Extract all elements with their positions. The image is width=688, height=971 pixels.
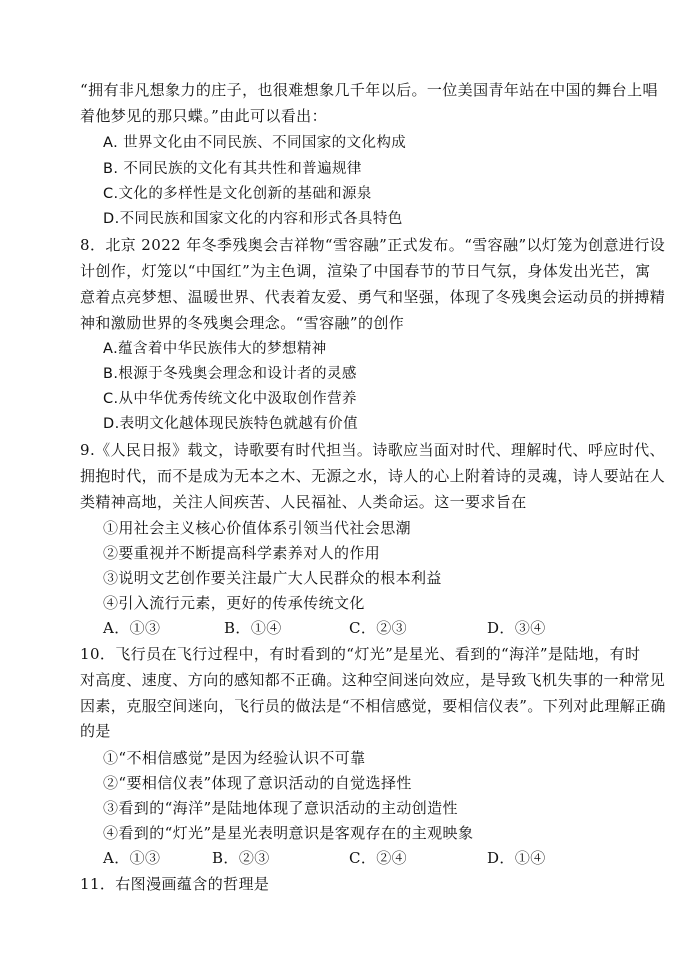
q9-statement-1: ①用社会主义核心价值体系引领当代社会思潮 [103,519,412,537]
q7-stem-line-2: 着他梦见的那只蝶。”由此可以看出： [80,107,327,125]
q7-option-c: C.文化的多样性是文化创新的基础和源泉 [103,186,372,202]
q10-choice-b: B．②③ [212,849,270,867]
q7-option-d: D.不同民族和国家文化的内容和形式各具特色 [103,211,403,227]
q9-stem-line-1: 9.《人民日报》载文，诗歌要有时代担当。诗歌应当面对时代、理解时代、呼应时代、 [80,441,665,459]
q10-statement-1: ①“不相信感觉”是因为经验认识不可靠 [103,749,366,767]
q9-choice-c: C．②③ [349,619,408,637]
q8-option-d: D.表明文化越体现民族特色就越有价值 [103,416,358,432]
q10-choice-d: D．①④ [487,849,546,867]
q7-stem-line-1: “拥有非凡想象力的庄子，也很难想象几千年以后。一位美国青年站在中国的舞台上唱 [80,81,658,99]
q10-stem-line-3: 因素，克服空间迷向，飞行员的做法是“不相信感觉，要相信仪表”。下列对此理解正确 [80,697,666,715]
q10-stem-line-4: 的是 [80,722,111,740]
q9-statement-2: ②要重视并不断提高科学素养对人的作用 [103,544,381,562]
q8-stem-line-1: 8．北京 2022 年冬季残奥会吉祥物“雪容融”正式发布。“雪容融”以灯笼为创意进行设 [80,236,666,254]
q10-stem-line-2: 对高度、速度、方向的感知都不正确。这种空间迷向效应，是导致飞机失事的一种常见 [80,671,666,689]
q10-choice-a: A．①③ [103,849,161,867]
q8-option-a: A.蕴含着中华民族伟大的梦想精神 [103,341,327,357]
q8-stem-line-4: 神和激励世界的冬残奥会理念。“雪容融”的创作 [80,314,405,332]
q7-option-b: B. 不同民族的文化有其共性和普遍规律 [103,161,362,177]
q10-statement-4: ④看到的“灯光”是星光表明意识是客观存在的主观映象 [103,824,474,842]
q9-stem-line-2: 拥抱时代，而不是成为无本之木、无源之水，诗人的心上附着诗的灵魂，诗人要站在人 [80,467,666,485]
q10-statement-2: ②“要相信仪表”体现了意识活动的自觉选择性 [103,774,412,792]
q10-statement-3: ③看到的“海洋”是陆地体现了意识活动的主动创造性 [103,799,458,817]
q10-choice-c: C．②④ [349,849,408,867]
q9-statement-4: ④引入流行元素，更好的传承传统文化 [103,594,365,612]
q11-stem-line-1: 11．右图漫画蕴含的哲理是 [80,875,270,893]
q8-option-b: B.根源于冬残奥会理念和设计者的灵感 [103,366,357,382]
q9-choice-b: B．①④ [224,619,282,637]
q9-choice-a: A．①③ [103,619,161,637]
q9-stem-line-3: 类精神高地，关注人间疾苦、人民福祉、人类命运。这一要求旨在 [80,493,527,511]
q8-stem-line-3: 意着点亮梦想、温暖世界、代表着友爱、勇气和坚强，体现了冬残奥会运动员的拼搏精 [80,288,666,306]
q8-option-c: C.从中华优秀传统文化中汲取创作营养 [103,391,357,407]
q10-stem-line-1: 10．飞行员在飞行过程中，有时看到的“灯光”是星光、看到的“海洋”是陆地，有时 [80,645,641,663]
q7-option-a: A. 世界文化由不同民族、不同国家的文化构成 [103,135,407,151]
q9-statement-3: ③说明文艺创作要关注最广大人民群众的根本利益 [103,569,442,587]
q9-choice-d: D．③④ [487,619,546,637]
q8-stem-line-2: 计创作，灯笼以“中国红”为主色调，渲染了中国春节的节日气氛，身体发出光芒，寓 [80,262,651,280]
